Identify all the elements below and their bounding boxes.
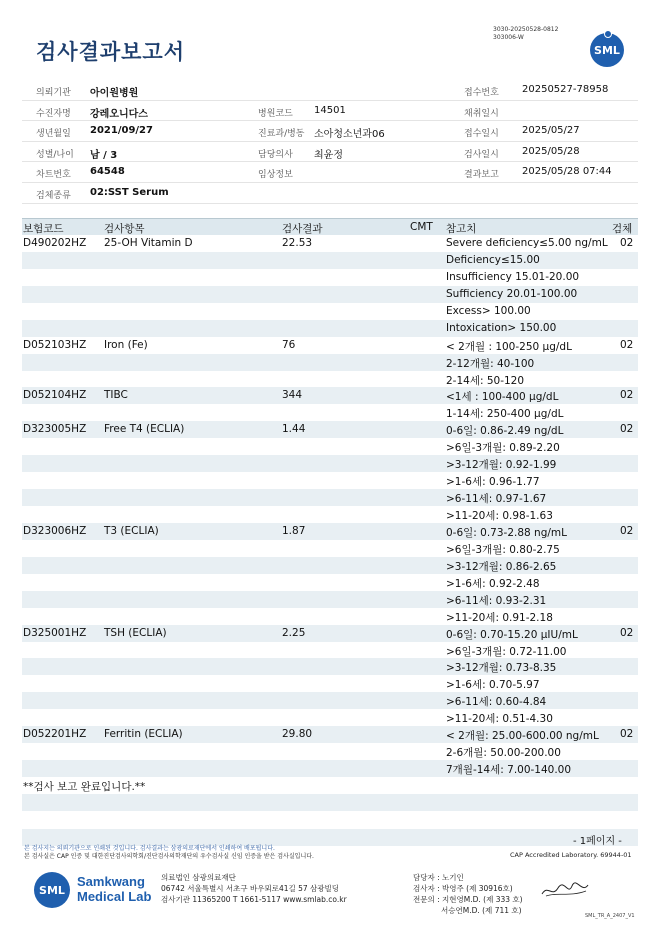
table-body <box>22 235 638 828</box>
cell-code: D052201HZ <box>23 728 87 741</box>
cell-reference: < 2개월 : 100-250 µg/dL <box>446 340 572 353</box>
cell-reference: >3-12개월: 0.73-8.35 <box>446 662 557 675</box>
table-row <box>22 337 638 354</box>
info-label: 병원코드 <box>258 108 293 119</box>
cell-code: D052104HZ <box>23 389 87 402</box>
header-result: 검사결과 <box>282 223 323 235</box>
info-row <box>22 183 638 204</box>
cell-result: 1.87 <box>282 524 306 537</box>
cell-result: 1.44 <box>282 423 306 436</box>
cell-reference: 2-14세: 50-120 <box>446 374 525 387</box>
brand-line-1: Samkwang <box>77 874 145 889</box>
cell-reference: Severe deficiency≤5.00 ng/mL <box>446 237 608 249</box>
cell-reference: 1-14세: 250-400 µg/dL <box>446 408 564 421</box>
header-ref: 참고치 <box>446 223 477 235</box>
table-row <box>22 438 638 455</box>
table-row <box>22 455 638 472</box>
cell-reference: 2-12개월: 40-100 <box>446 357 535 370</box>
cell-reference: >3-12개월: 0.92-1.99 <box>446 459 557 472</box>
cell-reference: 0-6일: 0.86-2.49 ng/dL <box>446 425 564 438</box>
cell-reference: 0-6일: 0.70-15.20 µIU/mL <box>446 628 578 641</box>
table-row <box>22 489 638 506</box>
info-label: 성별/나이 <box>36 149 74 160</box>
cell-result: 2.25 <box>282 626 306 639</box>
cell-code: D490202HZ <box>23 237 87 249</box>
table-row <box>22 472 638 489</box>
info-row <box>22 121 638 142</box>
address-line-1: 의료법인 삼광의료재단 <box>161 873 236 882</box>
info-value: 2021/09/27 <box>90 125 153 137</box>
info-label: 결과보고 <box>464 170 499 181</box>
doc-id-2: 303006-W <box>493 34 524 41</box>
cell-reference: >6-11세: 0.93-2.31 <box>446 594 547 607</box>
table-row <box>22 692 638 709</box>
staff-line-2: 검사자 : 박영주 (제 30916호) <box>413 884 513 893</box>
table-row <box>22 269 638 286</box>
table-row <box>22 387 638 404</box>
table-row <box>22 557 638 574</box>
brand-name <box>77 874 151 904</box>
info-value: 14501 <box>314 104 346 116</box>
header-specimen: 검체 <box>612 223 633 235</box>
info-label: 접수번호 <box>464 88 499 98</box>
cell-specimen: 02 <box>620 389 634 402</box>
info-label: 진료과/병동 <box>258 129 305 140</box>
table-row <box>22 523 638 540</box>
table-row <box>22 794 638 811</box>
doc-id-1: 3030-20250528-0812 <box>493 26 559 33</box>
info-label: 수진자명 <box>36 108 71 119</box>
table-row <box>22 286 638 303</box>
info-value: 64548 <box>90 166 125 178</box>
cell-code: **검사 보고 완료입니다.** <box>23 781 146 793</box>
cell-item: Iron (Fe) <box>104 338 148 351</box>
cell-reference: >6일-3개월: 0.89-2.20 <box>446 442 560 455</box>
info-label: 의뢰기관 <box>36 88 71 98</box>
info-value: 최윤정 <box>314 149 343 161</box>
info-value: 아이원병원 <box>90 88 139 99</box>
header-code: 보험코드 <box>23 223 64 235</box>
cell-reference: >6일-3개월: 0.72-11.00 <box>446 645 567 658</box>
table-row <box>22 743 638 760</box>
info-label: 채취일시 <box>464 108 499 119</box>
info-value: 남 / 3 <box>90 149 118 161</box>
info-label: 담당의사 <box>258 149 293 160</box>
cell-specimen: 02 <box>620 524 634 537</box>
cell-item: TSH (ECLIA) <box>104 626 167 639</box>
accreditation-text: 본 검사실은 CAP 인증 및 대한진단검사의학회/진단검사의학재단의 우수검사실 신임 인증을 받은 검사실입니다. <box>24 853 314 860</box>
table-row <box>22 404 638 421</box>
info-label: 접수일시 <box>464 129 499 140</box>
cell-specimen: 02 <box>620 338 634 351</box>
signature-icon <box>540 880 590 900</box>
cell-reference: <1세 : 100-400 µg/dL <box>446 391 559 404</box>
table-row <box>22 235 638 252</box>
info-value: 소아청소년과06 <box>314 129 385 141</box>
table-row <box>22 608 638 625</box>
cell-code: D052103HZ <box>23 338 87 351</box>
disclaimer-text: 본 검사지는 의뢰기관으로 인쇄된 것입니다. 검사결과는 삼광의료재단에서 인쇄하여 배포됩니다. <box>24 845 275 852</box>
cap-accreditation: CAP Accredited Laboratory. 69944-01 <box>510 851 632 859</box>
table-header <box>22 218 638 235</box>
form-id: SML_TR_A_2407_V1 <box>585 913 635 919</box>
info-label: 검사일시 <box>464 149 499 160</box>
cell-reference: < 2개월: 25.00-600.00 ng/mL <box>446 730 599 743</box>
cell-reference: >1-6세: 0.70-5.97 <box>446 679 540 692</box>
info-value: 2025/05/28 <box>522 145 580 157</box>
cell-specimen: 02 <box>620 237 634 249</box>
table-row <box>22 658 638 675</box>
cell-reference: >1-6세: 0.96-1.77 <box>446 476 540 489</box>
cell-reference: 0-6일: 0.73-2.88 ng/mL <box>446 526 567 539</box>
cell-reference: >6-11세: 0.60-4.84 <box>446 696 547 709</box>
brand-line-2: Medical Lab <box>77 889 152 904</box>
cell-reference: 2-6개월: 50.00-200.00 <box>446 747 561 760</box>
info-label: 생년월일 <box>36 129 71 140</box>
staff-line-4: 서승연M.D. (제 711 호) <box>441 906 522 915</box>
table-row <box>22 760 638 777</box>
cell-reference: >11-20세: 0.91-2.18 <box>446 611 553 624</box>
info-label: 임상정보 <box>258 170 293 181</box>
cell-result: 344 <box>282 389 303 402</box>
table-row <box>22 675 638 692</box>
cell-item: Free T4 (ECLIA) <box>104 423 185 436</box>
cell-item: 25-OH Vitamin D <box>104 237 193 249</box>
page-number: - 1페이지 - <box>573 836 622 847</box>
info-value: 2025/05/27 <box>522 125 580 137</box>
lab-address <box>161 872 347 905</box>
info-row <box>22 80 638 101</box>
info-value: 강레오니다스 <box>90 108 148 120</box>
cell-specimen: 02 <box>620 728 634 741</box>
cell-specimen: 02 <box>620 626 634 639</box>
cell-code: D323005HZ <box>23 423 87 436</box>
table-row <box>22 506 638 523</box>
cell-code: D323006HZ <box>23 524 87 537</box>
cell-specimen: 02 <box>620 423 634 436</box>
info-value: 02:SST Serum <box>90 186 169 198</box>
cell-reference: >1-6세: 0.92-2.48 <box>446 577 540 590</box>
table-row <box>22 642 638 659</box>
cell-code: D325001HZ <box>23 626 87 639</box>
header-cmt: CMT <box>410 221 433 233</box>
results-table <box>22 218 638 828</box>
cell-item: Ferritin (ECLIA) <box>104 728 183 741</box>
info-row <box>22 101 638 122</box>
table-row <box>22 591 638 608</box>
cell-result: 22.53 <box>282 237 313 249</box>
table-row <box>22 540 638 557</box>
cell-reference: >11-20세: 0.98-1.63 <box>446 510 553 522</box>
cell-reference: >11-20세: 0.51-4.30 <box>446 713 553 726</box>
table-row <box>22 811 638 828</box>
info-label: 차트번호 <box>36 170 71 181</box>
table-row <box>22 371 638 388</box>
table-row <box>22 726 638 743</box>
cell-reference: Deficiency≤15.00 <box>446 253 540 266</box>
table-row <box>22 421 638 438</box>
patient-info-block <box>22 80 638 204</box>
sml-logo-icon: SML <box>590 33 624 67</box>
cell-reference: Sufficiency 20.01-100.00 <box>446 287 578 300</box>
samkwang-logo-icon: SML <box>34 872 70 908</box>
info-value: 2025/05/28 07:44 <box>522 166 612 178</box>
cell-reference: 7개월-14세: 7.00-140.00 <box>446 764 572 777</box>
table-row <box>22 777 638 794</box>
document-ids <box>493 26 558 42</box>
page-title: 검사결과보고서 <box>36 40 186 64</box>
cell-reference: Insufficiency 15.01-20.00 <box>446 270 580 283</box>
cell-reference: Intoxication> 150.00 <box>446 321 557 334</box>
staff-line-3: 전문의 : 지현영M.D. (제 333 호) <box>413 895 523 904</box>
info-label: 검체종류 <box>36 190 71 201</box>
staff-line-1: 담당자 : 노기인 <box>413 873 464 882</box>
cell-result: 29.80 <box>282 728 313 741</box>
table-row <box>22 320 638 337</box>
table-row <box>22 303 638 320</box>
table-row <box>22 252 638 269</box>
cell-item: TIBC <box>104 389 128 402</box>
cell-reference: >6일-3개월: 0.80-2.75 <box>446 543 560 556</box>
staff-list <box>413 872 523 916</box>
table-row <box>22 354 638 371</box>
cell-reference: >6-11세: 0.97-1.67 <box>446 493 547 506</box>
header-item: 검사항목 <box>104 223 145 235</box>
table-row <box>22 625 638 642</box>
table-row <box>22 574 638 591</box>
cell-reference: Excess> 100.00 <box>446 304 531 317</box>
table-row <box>22 709 638 726</box>
info-row <box>22 142 638 163</box>
info-row <box>22 162 638 183</box>
cell-result: 76 <box>282 338 296 351</box>
info-value: 20250527-78958 <box>522 84 609 95</box>
address-line-2: 06742 서울특별시 서초구 바우뫼로41길 57 삼광빌딩 <box>161 884 340 893</box>
cell-reference: >3-12개월: 0.86-2.65 <box>446 560 557 573</box>
cell-item: T3 (ECLIA) <box>104 524 159 537</box>
address-line-3: 검사기관 11365200 T 1661-5117 www.smlab.co.kr <box>161 895 347 904</box>
